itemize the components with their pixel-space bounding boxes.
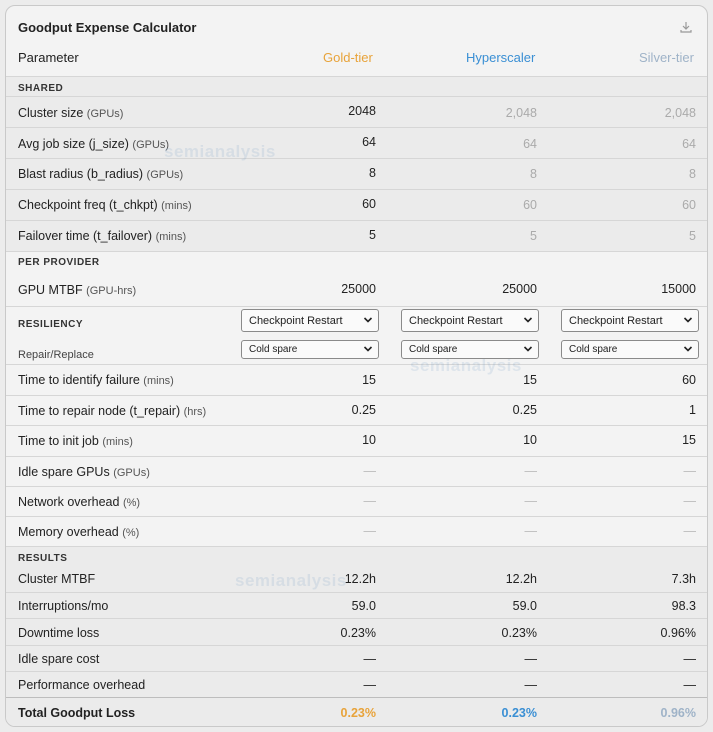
row-label: Time to repair node (t_repair) xyxy=(18,404,181,418)
gold-value[interactable]: 5 xyxy=(369,228,376,242)
gold-value[interactable]: 10 xyxy=(362,433,376,447)
row-label: Idle spare cost xyxy=(18,652,100,666)
silver-result: — xyxy=(683,678,696,692)
silver-repair-select[interactable]: Cold spare xyxy=(561,340,699,359)
header-hyperscaler: Hyperscaler xyxy=(466,50,536,65)
silver-value: 60 xyxy=(682,198,696,212)
table-row xyxy=(6,645,707,671)
hyper-total: 0.23% xyxy=(501,706,537,720)
table-row xyxy=(6,456,707,486)
row-label: Blast radius (b_radius) xyxy=(18,167,144,181)
gold-result: — xyxy=(363,652,376,666)
gold-resiliency-select[interactable]: Checkpoint Restart xyxy=(241,309,379,332)
table-row xyxy=(6,592,707,618)
silver-value[interactable]: 15000 xyxy=(661,282,696,296)
row-label: Avg job size (j_size) xyxy=(18,137,129,151)
silver-result: 7.3h xyxy=(671,572,696,586)
chevron-down-icon xyxy=(523,344,533,354)
hyper-value: 8 xyxy=(530,167,537,181)
row-unit: (hrs) xyxy=(183,406,207,418)
row-label: Downtime loss xyxy=(18,626,100,640)
row-label: Performance overhead xyxy=(18,678,146,692)
table-row xyxy=(6,618,707,645)
hyper-value[interactable]: 15 xyxy=(523,373,537,387)
chevron-down-icon xyxy=(683,344,693,354)
row-label: Network overhead xyxy=(18,495,120,509)
silver-value: 64 xyxy=(682,137,696,151)
table-row xyxy=(6,425,707,456)
row-label: Checkpoint freq (t_chkpt) xyxy=(18,198,158,212)
silver-resiliency-select[interactable]: Checkpoint Restart xyxy=(561,309,699,332)
row-label: Time to identify failure xyxy=(18,373,140,387)
silver-value[interactable]: 1 xyxy=(689,403,696,417)
gold-value[interactable]: 15 xyxy=(362,373,376,387)
table-row xyxy=(6,364,707,395)
section-label: RESILIENCY xyxy=(18,319,84,330)
hyper-result: — xyxy=(524,652,537,666)
section-per-provider xyxy=(6,251,707,271)
silver-value: 8 xyxy=(689,167,696,181)
hyper-value[interactable]: — xyxy=(524,494,537,508)
hyper-value[interactable]: — xyxy=(524,464,537,478)
chevron-down-icon xyxy=(523,315,533,325)
section-label: PER PROVIDER xyxy=(18,257,100,268)
total-row xyxy=(6,697,707,727)
table-row xyxy=(6,486,707,516)
row-label: Interruptions/mo xyxy=(18,599,109,613)
row-unit: (mins) xyxy=(155,231,187,243)
hyper-value: 2,048 xyxy=(505,106,537,120)
row-unit: (mins) xyxy=(161,200,192,212)
gold-value[interactable]: — xyxy=(363,494,376,508)
row-label: Failover time (t_failover) xyxy=(18,229,153,243)
silver-value: 2,048 xyxy=(664,106,696,120)
row-unit: (%) xyxy=(122,497,141,509)
gold-total: 0.23% xyxy=(340,706,376,720)
silver-value[interactable]: — xyxy=(683,494,696,508)
hyper-result: 0.23% xyxy=(501,626,537,640)
hyper-repair-select[interactable]: Cold spare xyxy=(401,340,539,359)
resiliency-block xyxy=(6,306,707,364)
row-label: GPU MTBF xyxy=(18,283,83,297)
silver-result: 98.3 xyxy=(671,599,696,613)
gold-value[interactable]: — xyxy=(363,464,376,478)
section-label: RESULTS xyxy=(18,553,68,564)
chevron-down-icon xyxy=(363,315,373,325)
row-label: Memory overhead xyxy=(18,525,119,539)
table-row xyxy=(6,566,707,592)
row-unit: (GPUs) xyxy=(113,467,150,479)
hyper-resiliency-select[interactable]: Checkpoint Restart xyxy=(401,309,539,332)
row-unit: (%) xyxy=(122,527,140,539)
row-unit: (mins) xyxy=(143,375,174,387)
hyper-value[interactable]: 0.25 xyxy=(512,403,537,417)
row-label: Idle spare GPUs xyxy=(18,465,110,479)
hyper-value[interactable]: 10 xyxy=(523,433,537,447)
table-row xyxy=(6,516,707,546)
hyper-value: 64 xyxy=(523,137,537,151)
table-row xyxy=(6,96,707,127)
silver-value[interactable]: — xyxy=(683,524,696,538)
gold-result: 59.0 xyxy=(351,599,376,613)
hyper-value: 60 xyxy=(523,198,537,212)
silver-value[interactable]: — xyxy=(683,464,696,478)
hyper-value: 5 xyxy=(530,229,537,243)
silver-value[interactable]: 15 xyxy=(682,433,696,447)
column-header xyxy=(6,50,707,76)
gold-value[interactable]: 60 xyxy=(362,197,376,211)
hyper-result: 12.2h xyxy=(505,572,537,586)
download-icon[interactable] xyxy=(679,20,693,34)
gold-value[interactable]: 8 xyxy=(369,166,376,180)
row-unit: (GPU-hrs) xyxy=(86,285,137,297)
silver-result: — xyxy=(683,652,696,666)
table-row xyxy=(6,220,707,251)
table-row xyxy=(6,127,707,158)
hyper-value[interactable]: — xyxy=(524,524,537,538)
total-label: Total Goodput Loss xyxy=(18,706,136,720)
header-gold-tier: Gold-tier xyxy=(323,50,373,65)
silver-total: 0.96% xyxy=(660,706,696,720)
row-unit: (mins) xyxy=(102,436,133,448)
gold-value[interactable]: 64 xyxy=(362,135,376,149)
gold-repair-select[interactable]: Cold spare xyxy=(241,340,379,359)
gold-result: 12.2h xyxy=(344,572,376,586)
gold-result: — xyxy=(363,678,376,692)
silver-value[interactable]: 60 xyxy=(682,373,696,387)
gold-value[interactable]: 0.25 xyxy=(351,403,376,417)
page-title: Goodput Expense Calculator xyxy=(18,20,197,35)
row-label: Time to init job xyxy=(18,434,99,448)
table-row xyxy=(6,395,707,425)
header-silver-tier: Silver-tier xyxy=(639,50,694,65)
section-results xyxy=(6,546,707,566)
row-unit: (GPUs) xyxy=(146,169,184,181)
watermark-logo: semianalysis xyxy=(410,356,522,375)
table-row xyxy=(6,271,707,306)
silver-value: 5 xyxy=(689,229,696,243)
gold-value[interactable]: 25000 xyxy=(341,282,376,296)
table-row xyxy=(6,671,707,697)
hyper-result: — xyxy=(524,678,537,692)
table-row xyxy=(6,189,707,220)
row-label: Cluster MTBF xyxy=(18,572,96,586)
chevron-down-icon xyxy=(363,344,373,354)
hyper-value[interactable]: 25000 xyxy=(502,282,537,296)
repair-replace-label: Repair/Replace xyxy=(18,349,94,361)
gold-value[interactable]: 2048 xyxy=(348,104,376,118)
row-unit: (GPUs) xyxy=(132,139,170,151)
header-parameter: Parameter xyxy=(18,50,79,65)
chevron-down-icon xyxy=(683,315,693,325)
row-label: Cluster size xyxy=(18,106,84,120)
table-row xyxy=(6,158,707,189)
calculator-card xyxy=(5,5,708,727)
row-unit: (GPUs) xyxy=(86,108,124,120)
section-shared xyxy=(6,76,707,96)
gold-value[interactable]: — xyxy=(363,524,376,538)
silver-result: 0.96% xyxy=(660,626,696,640)
section-label: SHARED xyxy=(18,83,64,94)
hyper-result: 59.0 xyxy=(512,599,537,613)
gold-result: 0.23% xyxy=(340,626,376,640)
